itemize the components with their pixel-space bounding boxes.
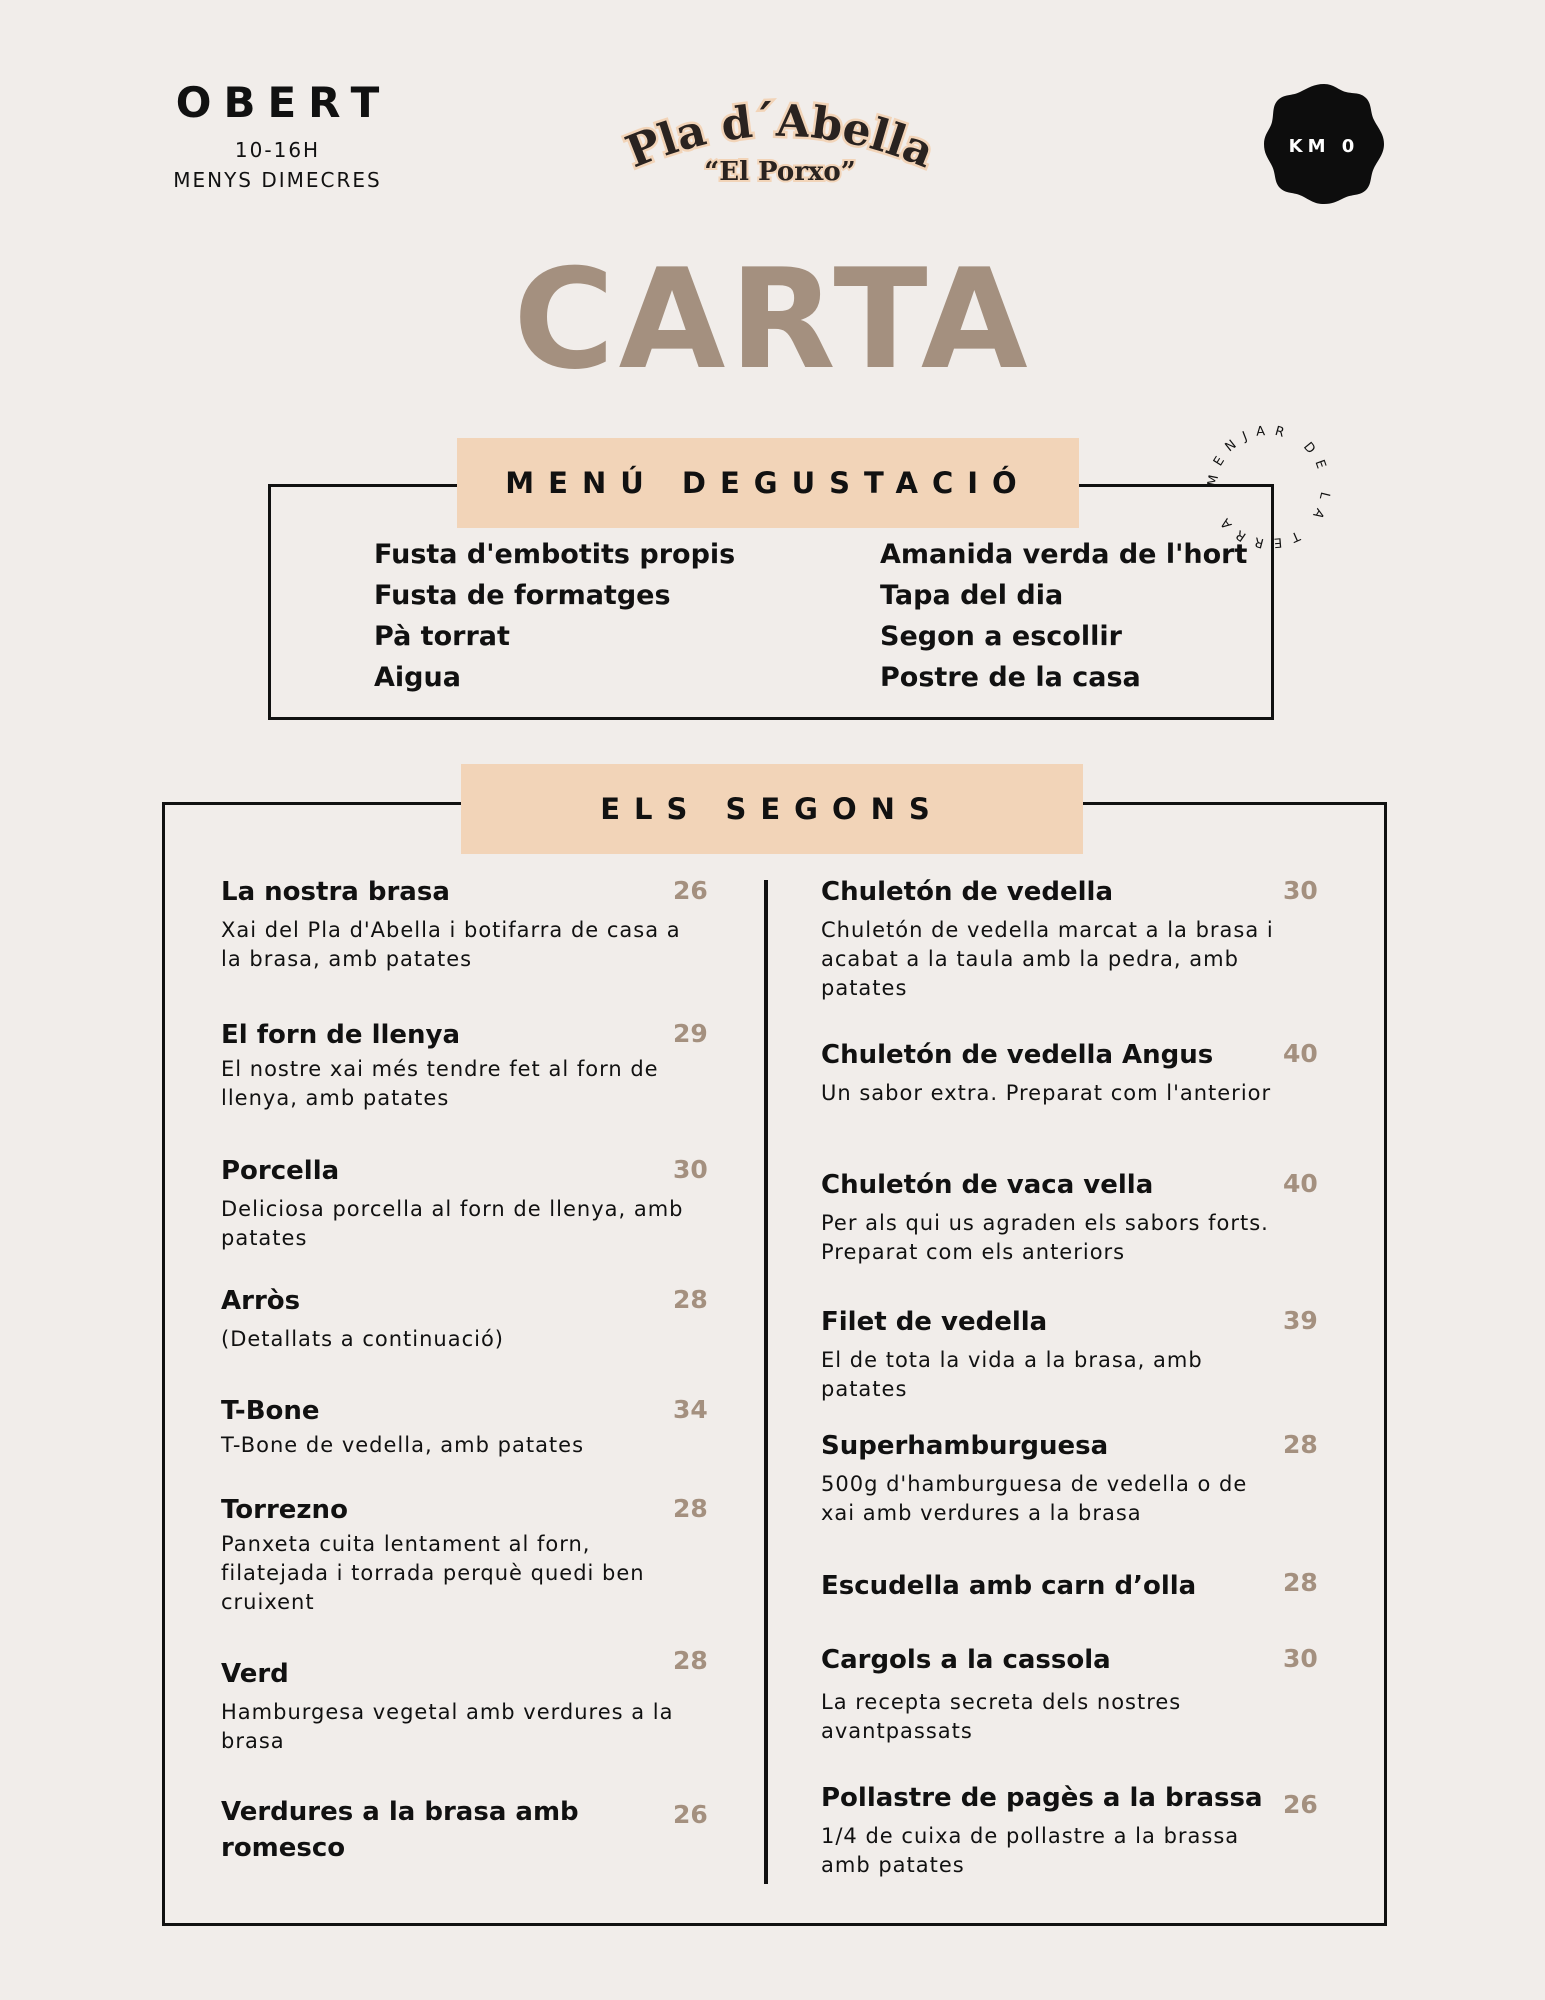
item-name: Verd xyxy=(221,1659,289,1689)
list-item: Postre de la casa xyxy=(880,662,1141,693)
list-item: Fusta de formatges xyxy=(374,580,671,611)
item-price: 28 xyxy=(1283,1430,1318,1459)
item-price: 39 xyxy=(1283,1306,1318,1335)
badge-text: KM 0 xyxy=(1288,136,1360,157)
item-price: 28 xyxy=(673,1646,708,1675)
stamp-text: MENJAR DE LA TERRA xyxy=(1205,423,1333,551)
item-description: Chuletón de vedella marcat a la brasa i acabat a la taula amb la pedra, amb patates xyxy=(821,918,1274,1000)
circular-stamp xyxy=(1194,412,1344,562)
list-item: Amanida verda de l'hort xyxy=(880,539,1248,570)
item-name: La nostra brasa xyxy=(221,877,450,907)
menu-item xyxy=(821,1568,1281,1604)
item-name: Filet de vedella xyxy=(821,1307,1048,1337)
item-name: Escudella amb carn d’olla xyxy=(821,1571,1197,1601)
item-name: Chuletón de vedella xyxy=(821,877,1113,907)
item-name: Torrezno xyxy=(221,1495,348,1525)
list-item: Aigua xyxy=(374,662,461,693)
list-item: Tapa del dia xyxy=(880,580,1064,611)
item-name: Pollastre de pagès a la brassa xyxy=(821,1783,1263,1813)
menu-item xyxy=(821,1428,1281,1528)
menu-item xyxy=(821,1304,1281,1404)
hours-range: 10-16H xyxy=(234,138,321,162)
menu-item xyxy=(221,1794,601,1866)
menu-item xyxy=(221,1017,686,1113)
item-name: Arròs xyxy=(221,1286,301,1316)
item-price: 34 xyxy=(673,1395,708,1424)
item-price: 26 xyxy=(673,1800,708,1829)
item-name: Porcella xyxy=(221,1156,340,1186)
menu-item xyxy=(821,1167,1281,1267)
mains-heading: ELS SEGONS xyxy=(461,764,1083,854)
item-description: Per als qui us agraden els sabors forts. Preparat com els anteriors xyxy=(821,1211,1269,1264)
item-name: El forn de llenya xyxy=(221,1020,461,1050)
item-price: 26 xyxy=(1283,1790,1318,1819)
svg-text:MENJAR DE LA TERRA xyxy=(1205,424,1332,551)
km0-badge xyxy=(1262,82,1386,206)
item-description: Deliciosa porcella al forn de llenya, amb patates xyxy=(221,1197,684,1250)
item-price: 26 xyxy=(673,876,708,905)
menu-item xyxy=(221,1153,686,1253)
item-description: Un sabor extra. Preparat com l'anterior xyxy=(821,1081,1272,1105)
open-status: OBERT xyxy=(175,78,392,127)
item-price: 40 xyxy=(1283,1169,1318,1198)
restaurant-logo xyxy=(610,92,950,202)
item-price: 30 xyxy=(1283,876,1318,905)
menu-item xyxy=(821,1780,1281,1880)
tasting-menu-right-list xyxy=(880,534,1247,698)
menu-item xyxy=(221,1283,686,1354)
logo-name: Pla d´Abella xyxy=(619,95,942,179)
tasting-menu-heading: MENÚ DEGUSTACIÓ xyxy=(457,438,1079,528)
list-item: Fusta d'embotits propis xyxy=(374,539,736,570)
item-description: 1/4 de cuixa de pollastre a la brassa amb patates xyxy=(821,1824,1240,1877)
item-price: 28 xyxy=(673,1494,708,1523)
item-price: 28 xyxy=(1283,1568,1318,1597)
item-name: Superhamburguesa xyxy=(821,1431,1109,1461)
item-description: El de tota la vida a la brasa, amb patates xyxy=(821,1348,1203,1401)
closed-day: MENYS DIMECRES xyxy=(173,168,382,192)
menu-item xyxy=(821,874,1281,1003)
list-item: Segon a escollir xyxy=(880,621,1122,652)
list-item: Pà torrat xyxy=(374,621,510,652)
item-price: 28 xyxy=(673,1285,708,1314)
item-price: 29 xyxy=(673,1019,708,1048)
opening-hours xyxy=(140,78,415,195)
item-name: T-Bone xyxy=(221,1396,320,1426)
item-name: Chuletón de vedella Angus xyxy=(821,1040,1214,1070)
item-description: (Detallats a continuació) xyxy=(221,1327,504,1351)
item-description: El nostre xai més tendre fet al forn de llenya, amb patates xyxy=(221,1057,659,1110)
item-description: 500g d'hamburguesa de vedella o de xai amb verdures a la brasa xyxy=(821,1472,1248,1525)
item-description: T-Bone de vedella, amb patates xyxy=(221,1433,585,1457)
item-price: 30 xyxy=(1283,1644,1318,1673)
item-price: 40 xyxy=(1283,1039,1318,1068)
item-name: Verdures a la brasa amb romesco xyxy=(221,1797,579,1863)
item-description: Panxeta cuita lentament al forn, filatejada i torrada perquè quedi ben cruixent xyxy=(221,1532,645,1614)
logo-subtitle: “El Porxo” xyxy=(704,157,856,187)
menu-item xyxy=(221,1393,686,1460)
item-name: Chuletón de vaca vella xyxy=(821,1170,1154,1200)
item-description: Hamburgesa vegetal amb verdures a la brasa xyxy=(221,1700,674,1753)
menu-item xyxy=(221,1492,686,1617)
item-price: 30 xyxy=(673,1155,708,1184)
column-divider xyxy=(764,880,768,1884)
menu-item xyxy=(821,1642,1281,1746)
tasting-menu-left-list xyxy=(374,534,735,698)
menu-item xyxy=(221,874,686,974)
menu-item xyxy=(821,1037,1281,1108)
item-description: Xai del Pla d'Abella i botifarra de casa a la brasa, amb patates xyxy=(221,918,681,971)
menu-item xyxy=(221,1656,686,1756)
page-title: CARTA xyxy=(513,239,1032,400)
item-description: La recepta secreta dels nostres avantpassats xyxy=(821,1690,1182,1743)
item-name: Cargols a la cassola xyxy=(821,1645,1111,1675)
